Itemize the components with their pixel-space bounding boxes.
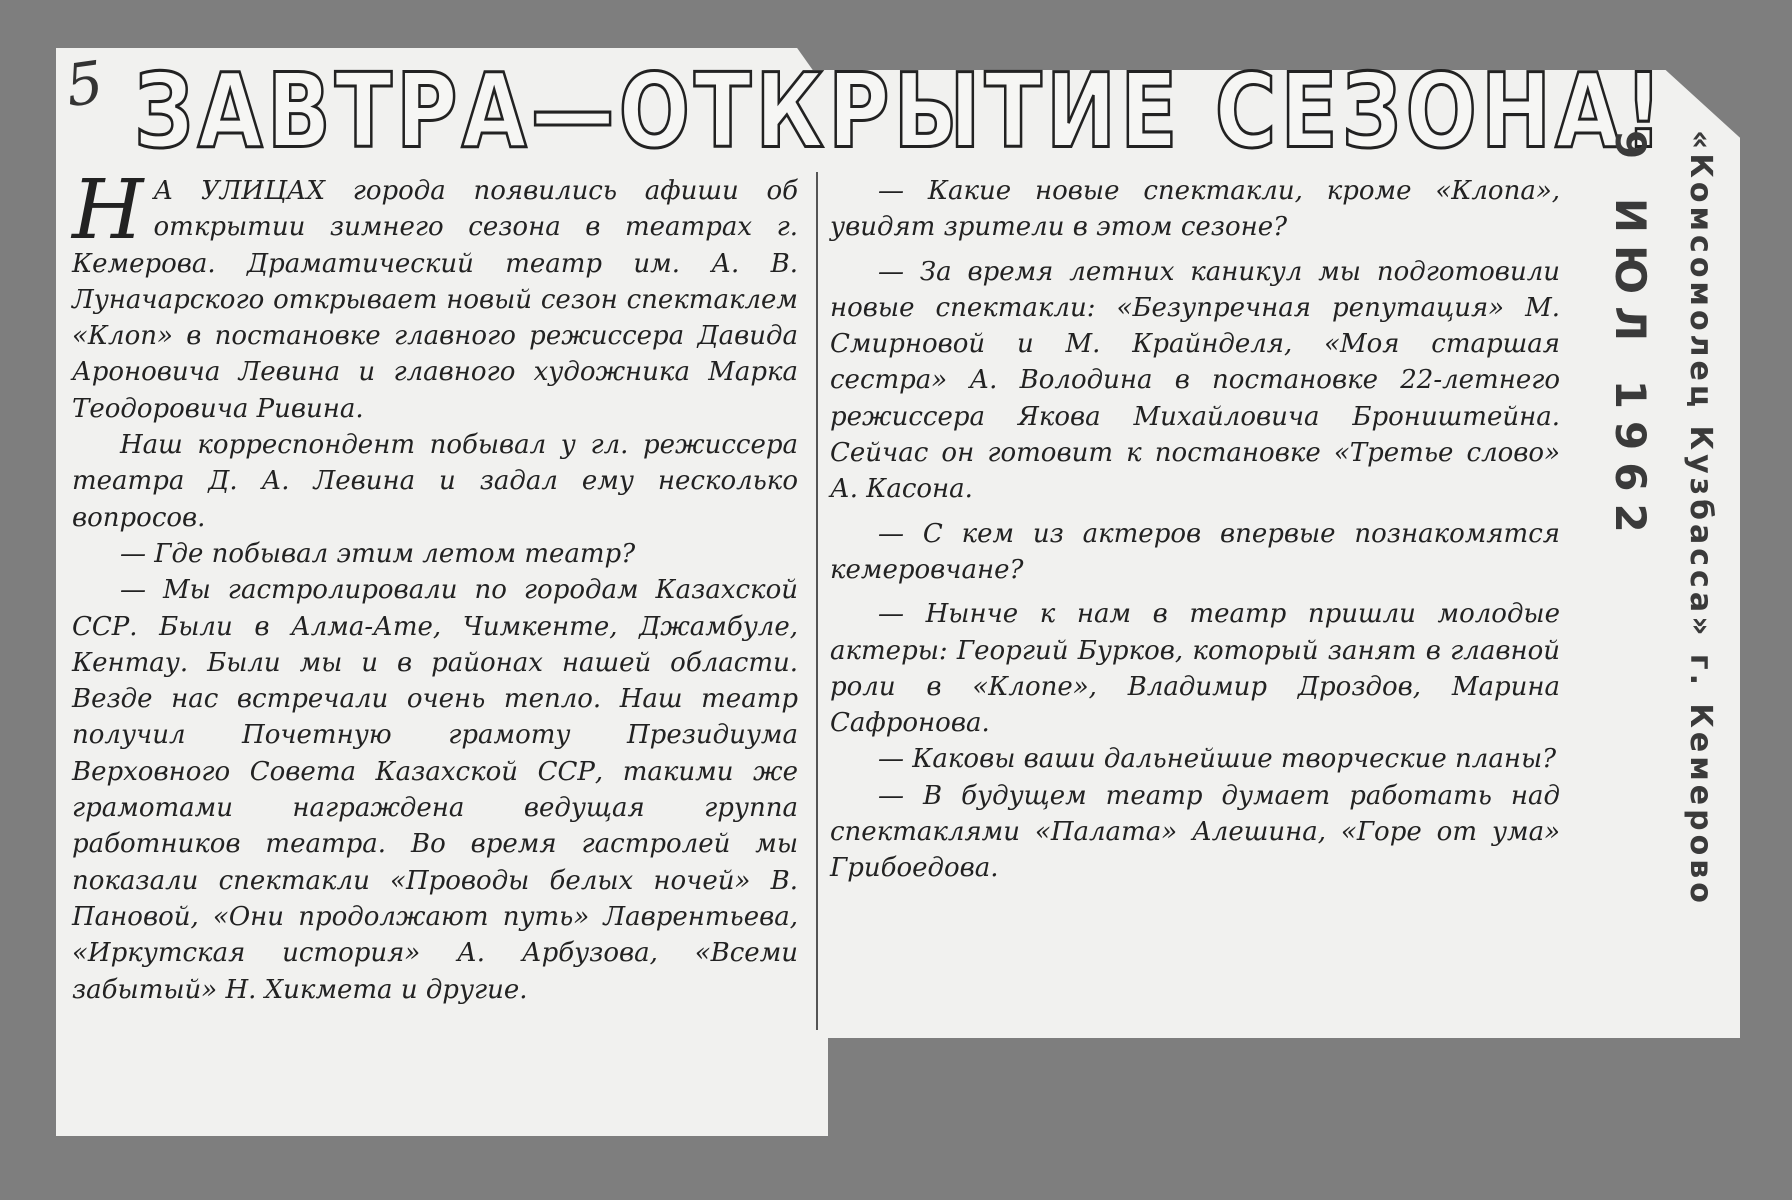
- article-left-column: [72, 163, 798, 1008]
- handwritten-page-number: 5: [61, 47, 108, 121]
- interview-answer: — В будущем театр думает работать над спектаклями «Палата» Алешина, «Горе от ума» Грибоедова.: [830, 780, 1560, 884]
- article-lead-paragraph: [72, 163, 798, 427]
- interview-answer: — Мы гастролировали по городам Казахской ССР. Были в Алма-Ате, Чимкенте, Джамбуле, Кентау. Были мы и в районах нашей области. Везде нас встречали очень тепло. Наш театр получил Почетную грамоту Президиума Верховного Совета Казахской ССР, такими же грамотами награждена ведущая группа работников театра. Во время гастролей мы показали спектакли «Проводы белых ночей» В. Пановой, «Они продолжают путь» Лаврентьева, «Иркутская история» А. Арбузова, «Всеми забытый» Н. Хикмета и другие.: [72, 575, 798, 1005]
- interview-question: — Каковы ваши дальнейшие творческие планы?: [878, 744, 1557, 775]
- stamp-date: 9 ИЮЛ 1962: [1606, 130, 1655, 545]
- column-divider: [816, 172, 818, 1030]
- interview-question: — Какие новые спектакли, кроме «Клопа», увидят зрители в этом сезоне?: [830, 176, 1560, 243]
- headline: ЗАВТРА—ОТКРЫТИЕ СЕЗОНА!: [134, 51, 1667, 171]
- lead-text: А УЛИЦАХ города появились афиши об открытии зимнего сезона в театрах г. Кемерова. Драматический театр им. А. В. Луначарского открывает новый сезон спектаклем «Клоп» в постановке главного режиссера Давида Ароновича Левина и главного художника Марка Теодоровича Ривина.: [72, 176, 798, 424]
- interview-answer: — Нынче к нам в театр пришли молодые актеры: Георгий Бурков, который занят в главной роли в «Клопе», Владимир Дроздов, Марина Сафронова.: [830, 599, 1560, 739]
- article-paragraph: Наш корреспондент побывал у гл. режиссера театра Д. А. Левина и задал ему несколько вопросов.: [72, 430, 798, 533]
- interview-question: — С кем из актеров впервые познакомятся кемеровчане?: [830, 518, 1560, 585]
- interview-answer: — За время летних каникул мы подготовили новые спектакли: «Безупречная репутация» М. Смирновой и М. Крайнделя, «Моя старшая сестра» А. Володина в постановке 22-летнего режиссера Якова Михайловича Броништейна. Сейчас он готовит к постановке «Третье слово» А. Касона.: [830, 256, 1560, 505]
- newspaper-date-stamp: [1560, 130, 1730, 1050]
- interview-question: — Где побывал этим летом театр?: [120, 538, 636, 569]
- stamp-newspaper-name: «Комсомолец Кузбасса» г. Кемерово: [1683, 130, 1718, 907]
- article-right-column: [830, 173, 1560, 887]
- drop-cap: Н: [72, 163, 144, 258]
